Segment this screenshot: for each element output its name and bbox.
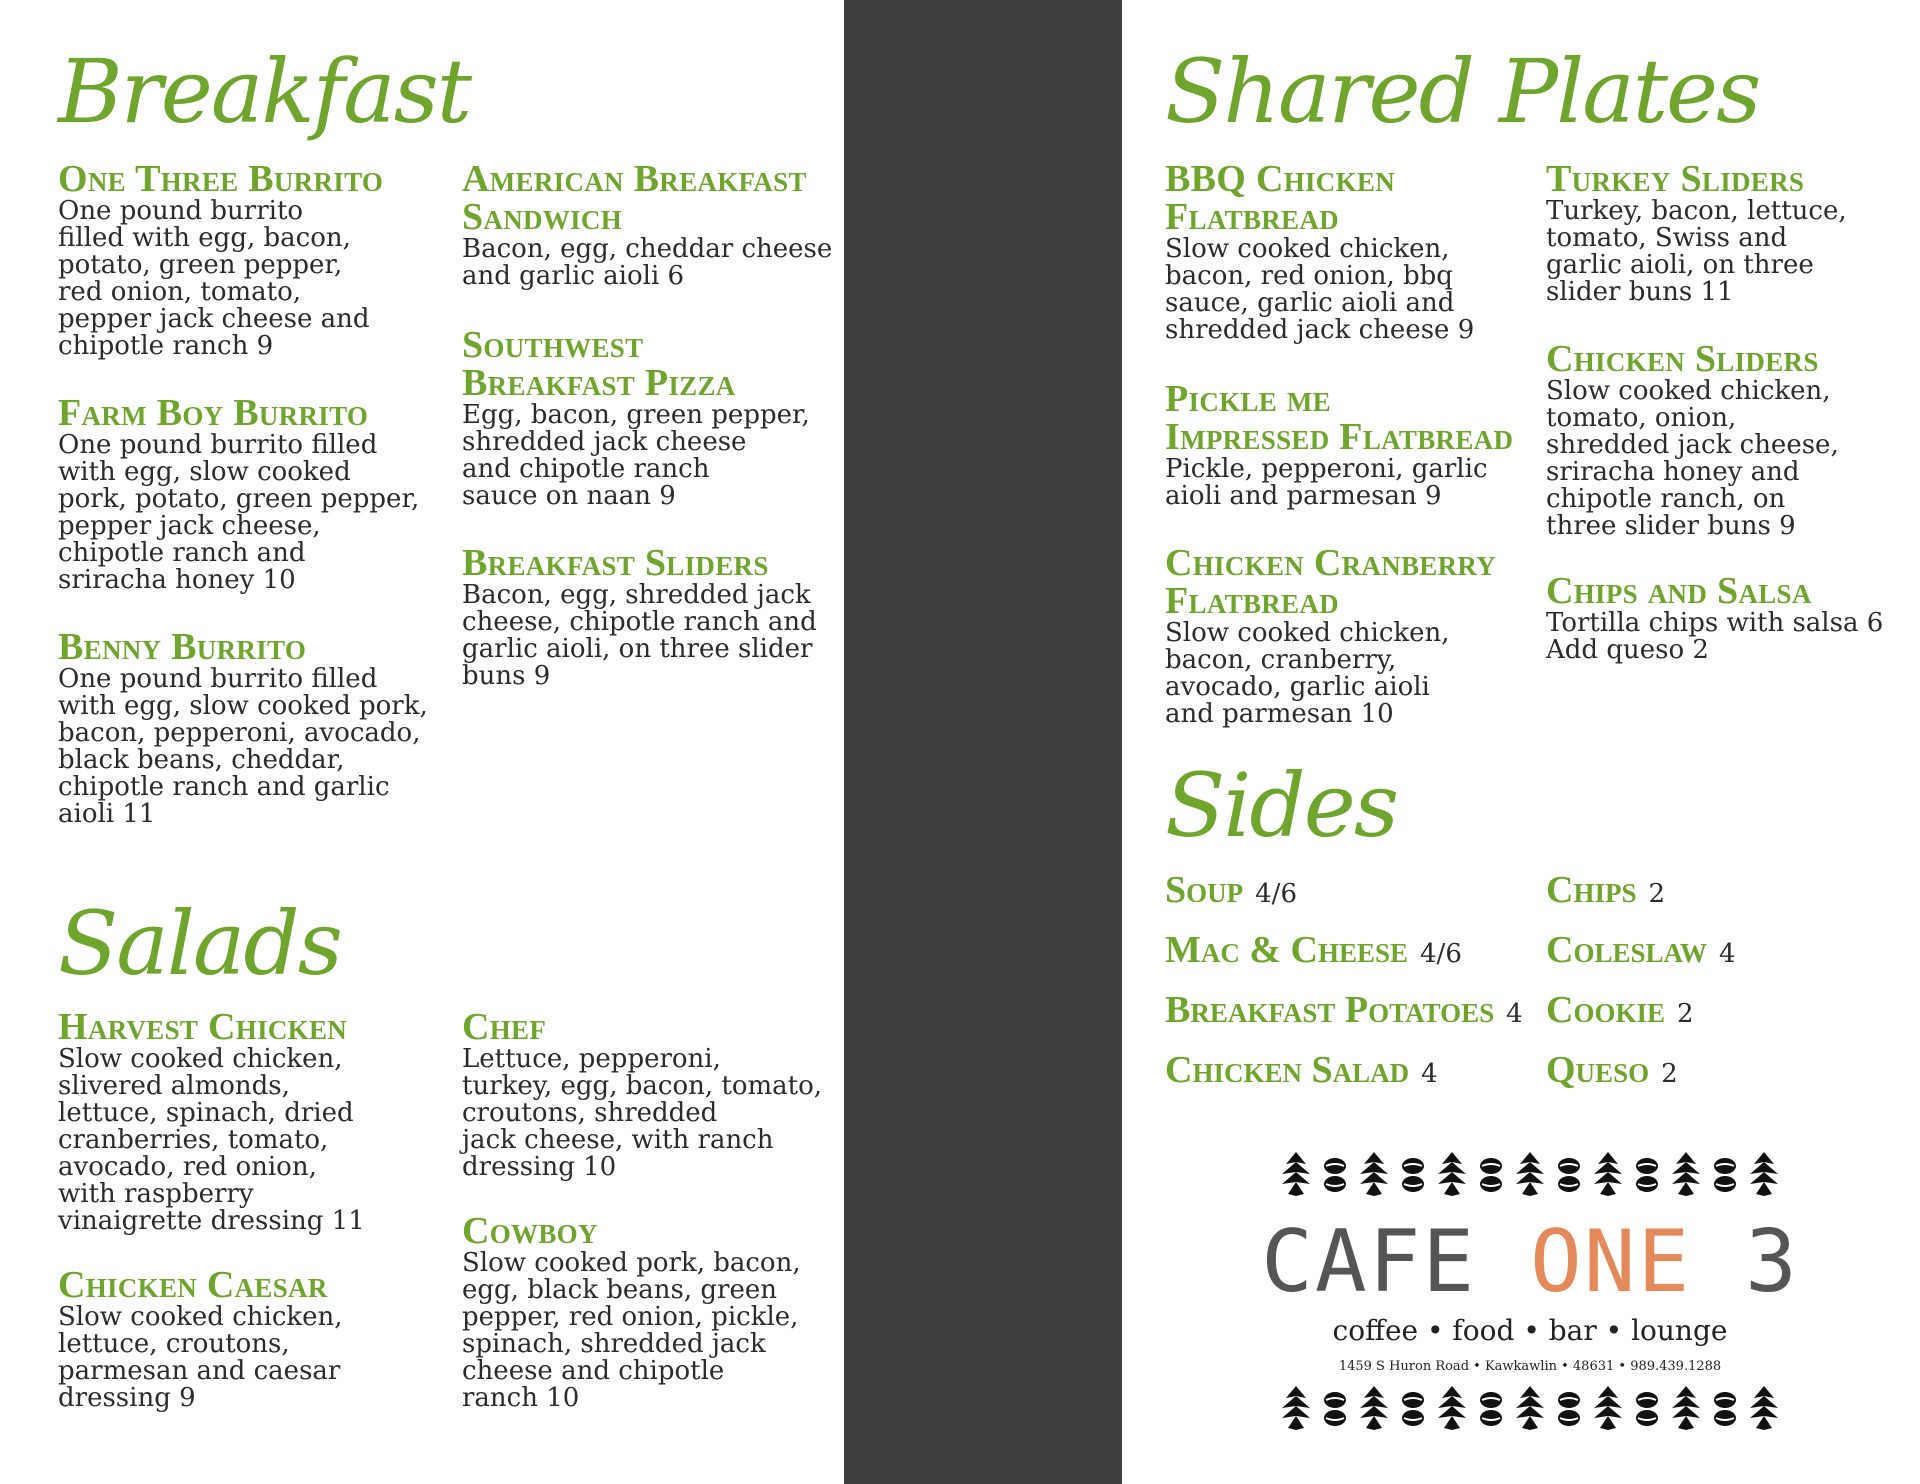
hop-icon <box>1588 1150 1628 1200</box>
salads-heading: Salads <box>58 892 341 995</box>
coffee-bean-icon <box>1398 1150 1428 1200</box>
side-name: Mac & Cheese <box>1165 929 1409 971</box>
item-desc: One pound burrito filled with egg, bacon, potato, green pepper, red onion, tomato, pepper jack cheese and chipotle ranch 9 <box>58 196 370 361</box>
item-desc: Slow cooked chicken, bacon, cranberry, avocado, garlic aioli and parmesan 10 <box>1165 618 1450 729</box>
side-price: 2 <box>1661 1059 1678 1089</box>
sides-heading: Sides <box>1165 754 1397 857</box>
hop-icon <box>1666 1384 1706 1434</box>
item-desc: Pickle, pepperoni, garlic aioli and parmesan 9 <box>1165 454 1488 511</box>
item-name: Farm Boy Burrito <box>58 392 369 434</box>
logo-word-cafe: CAFE <box>1261 1212 1530 1312</box>
hop-icon <box>1588 1384 1628 1434</box>
side-price: 4 <box>1719 939 1736 969</box>
hops-beans-border-top <box>1230 1150 1830 1210</box>
menu-item <box>462 326 842 510</box>
side-price: 2 <box>1676 999 1694 1029</box>
coffee-bean-icon <box>1476 1384 1506 1434</box>
item-desc: Bacon, egg, cheddar cheese and garlic aioli 6 <box>462 234 833 291</box>
hop-icon <box>1276 1384 1316 1434</box>
menu-item <box>1546 340 1906 540</box>
logo-tagline: coffee • food • bar • lounge <box>1332 1314 1728 1347</box>
item-desc: Slow cooked chicken, lettuce, croutons, parmesan and caesar dressing 9 <box>58 1302 343 1413</box>
coffee-bean-icon <box>1320 1384 1350 1434</box>
side-name: Coleslaw <box>1546 929 1707 971</box>
side-price: 4/6 <box>1420 939 1462 969</box>
hop-icon <box>1432 1384 1472 1434</box>
side-item <box>1165 988 1523 1032</box>
side-item <box>1546 1048 1678 1092</box>
hop-icon <box>1744 1384 1784 1434</box>
breakfast-heading: Breakfast <box>58 40 471 143</box>
item-name: Cowboy <box>462 1210 598 1252</box>
hop-icon <box>1666 1150 1706 1200</box>
menu-item <box>58 394 438 594</box>
side-name: Chips <box>1546 869 1637 911</box>
shared-plates-heading: Shared Plates <box>1165 40 1760 143</box>
item-name: Chips and Salsa <box>1546 570 1812 612</box>
hop-icon <box>1432 1150 1472 1200</box>
coffee-bean-icon <box>1398 1384 1428 1434</box>
item-name: BBQ Chicken Flatbread <box>1165 158 1396 238</box>
side-item <box>1165 1048 1438 1092</box>
item-name: Chef <box>462 1006 547 1048</box>
item-name: Pickle me Impressed Flatbread <box>1165 378 1514 458</box>
item-name: Chicken Cranberry Flatbread <box>1165 542 1497 622</box>
hop-icon <box>1276 1150 1316 1200</box>
side-name: Breakfast Potatoes <box>1165 989 1495 1031</box>
coffee-bean-icon <box>1554 1384 1584 1434</box>
menu-item <box>462 544 842 690</box>
item-desc: Slow cooked chicken, slivered almonds, lettuce, spinach, dried cranberries, tomato, avocado, red onion, with raspberry vinaigrette dressing 11 <box>58 1044 365 1236</box>
item-desc: Slow cooked chicken, tomato, onion, shredded jack cheese, sriracha honey and chipotle ranch, on three slider buns 9 <box>1546 376 1839 541</box>
cafe-logo <box>1230 1150 1830 1440</box>
hop-icon <box>1510 1384 1550 1434</box>
side-item <box>1165 868 1297 912</box>
coffee-bean-icon <box>1710 1150 1740 1200</box>
side-name: Cookie <box>1546 989 1665 1031</box>
item-desc: Tortilla chips with salsa 6 Add queso 2 <box>1546 608 1884 665</box>
menu-item <box>462 160 842 290</box>
menu-item <box>58 1266 438 1412</box>
item-desc: One pound burrito filled with egg, slow cooked pork, bacon, pepperoni, avocado, black beans, cheddar, chipotle ranch and garlic aioli 11 <box>58 664 428 829</box>
menu-item <box>1165 380 1525 510</box>
coffee-bean-icon <box>1710 1384 1740 1434</box>
item-name: One Three Burrito <box>58 158 384 200</box>
logo-word-3: 3 <box>1691 1212 1799 1312</box>
coffee-bean-icon <box>1554 1150 1584 1200</box>
coffee-bean-icon <box>1632 1150 1662 1200</box>
item-name: Harvest Chicken <box>58 1006 348 1048</box>
menu-item <box>1546 160 1906 306</box>
side-price: 2 <box>1648 879 1666 909</box>
item-name: Chicken Sliders <box>1546 338 1819 380</box>
side-price: 4/6 <box>1255 879 1297 909</box>
coffee-bean-icon <box>1320 1150 1350 1200</box>
item-desc: Lettuce, pepperoni, turkey, egg, bacon, tomato, croutons, shredded jack cheese, with ranch dressing 10 <box>462 1044 822 1182</box>
hop-icon <box>1744 1150 1784 1200</box>
item-name: Breakfast Sliders <box>462 542 769 584</box>
item-name: Turkey Sliders <box>1546 158 1805 200</box>
logo-address: 1459 S Huron Road • Kawkawlin • 48631 • 989.439.1288 <box>1338 1359 1722 1374</box>
item-name: Southwest Breakfast Pizza <box>462 324 736 404</box>
menu-item <box>1165 160 1525 344</box>
side-item <box>1165 928 1462 972</box>
menu-item <box>462 1008 842 1181</box>
menu-item <box>1165 544 1525 728</box>
coffee-bean-icon <box>1476 1150 1506 1200</box>
menu-item <box>58 160 418 360</box>
menu-item <box>462 1212 842 1412</box>
item-name: Chicken Caesar <box>58 1264 328 1306</box>
menu-item <box>58 1008 438 1235</box>
item-desc: Slow cooked chicken, bacon, red onion, bbq sauce, garlic aioli and shredded jack cheese 9 <box>1165 234 1475 345</box>
coffee-bean-icon <box>1632 1384 1662 1434</box>
side-name: Soup <box>1165 869 1244 911</box>
item-name: American Breakfast Sandwich <box>462 158 807 238</box>
logo-title <box>1230 1214 1830 1310</box>
side-item <box>1546 928 1736 972</box>
menu-item <box>1546 572 1906 664</box>
hop-icon <box>1354 1150 1394 1200</box>
side-price: 4 <box>1421 1059 1438 1089</box>
side-item <box>1546 988 1694 1032</box>
hop-icon <box>1354 1384 1394 1434</box>
item-desc: One pound burrito filled with egg, slow cooked pork, potato, green pepper, pepper jack cheese, chipotle ranch and sriracha honey 10 <box>58 430 420 595</box>
side-price: 4 <box>1506 999 1523 1029</box>
logo-word-one: ONE <box>1529 1212 1692 1312</box>
item-name: Benny Burrito <box>58 626 307 668</box>
item-desc: Egg, bacon, green pepper, shredded jack cheese and chipotle ranch sauce on naan 9 <box>462 400 810 511</box>
hops-beans-border-bottom <box>1230 1384 1830 1444</box>
item-desc: Turkey, bacon, lettuce, tomato, Swiss and garlic aioli, on three slider buns 11 <box>1546 196 1847 307</box>
center-divider <box>844 0 1122 1484</box>
menu-item <box>58 628 438 828</box>
hop-icon <box>1510 1150 1550 1200</box>
side-name: Chicken Salad <box>1165 1049 1410 1091</box>
item-desc: Bacon, egg, shredded jack cheese, chipotle ranch and garlic aioli, on three slider buns 9 <box>462 580 817 691</box>
side-item <box>1546 868 1665 912</box>
side-name: Queso <box>1546 1049 1650 1091</box>
item-desc: Slow cooked pork, bacon, egg, black beans, green pepper, red onion, pickle, spinach, shredded jack cheese and chipotle ranch 10 <box>462 1248 801 1413</box>
